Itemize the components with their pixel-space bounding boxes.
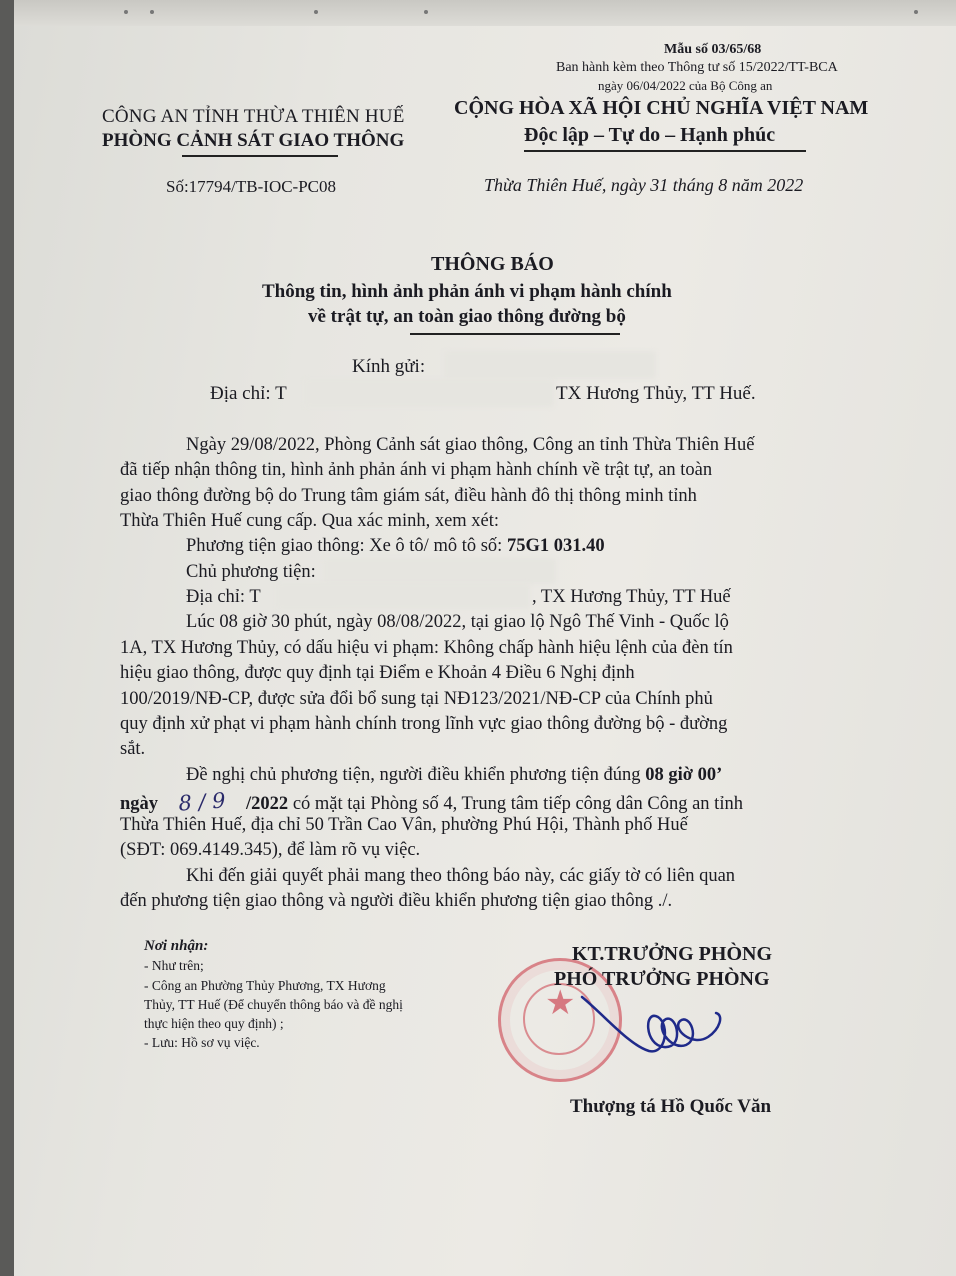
recipients-title: Nơi nhận:: [144, 938, 209, 954]
signer-name: Thượng tá Hồ Quốc Văn: [570, 1096, 772, 1117]
vehicle-label: Phương tiện giao thông: Xe ô tô/ mô tô số:: [186, 536, 507, 556]
recipient-address-label: Địa chỉ: T: [210, 383, 287, 404]
vehicle-plate: 75G1 031.40: [506, 536, 605, 556]
nation-title: CỘNG HÒA XÃ HỘI CHỦ NGHĨA VIỆT NAM: [454, 97, 869, 119]
punch-mark: [124, 10, 128, 14]
notice-subtitle-2: về trật tự, an toàn giao thông đường bộ: [308, 306, 626, 327]
place-date: Thừa Thiên Huế, ngày 31 tháng 8 năm 2022: [484, 175, 804, 195]
p2-line1: Lúc 08 giờ 30 phút, ngày 08/08/2022, tại giao lộ Ngô Thế Vinh - Quốc lộ: [186, 612, 729, 632]
vehicle-line: [186, 536, 605, 557]
p4-line2: đến phương tiện giao thông và người điều khiển phương tiện giao thông ./.: [120, 891, 673, 911]
redacted-owner-address: [276, 583, 530, 609]
p3-line1: [186, 765, 722, 786]
p1-line3: giao thông đường bộ do Trung tâm giám sát, điều hành đô thị thông minh tỉnh: [120, 486, 697, 506]
p3-line2: [120, 790, 743, 815]
signature-line1: KT.TRƯỞNG PHÒNG: [572, 943, 772, 965]
p1-line4: Thừa Thiên Huế cung cấp. Qua xác minh, xem xét:: [120, 511, 500, 531]
appointment-ngay: ngày: [120, 794, 159, 814]
appointment-time: 08 giờ 00’: [645, 765, 723, 785]
punch-mark: [150, 10, 154, 14]
form-code: Mẫu số 03/65/68: [664, 42, 762, 57]
recipients-item-2c: thực hiện theo quy định) ;: [144, 1016, 284, 1031]
notice-subtitle-1: Thông tin, hình ảnh phản ánh vi phạm hành chính: [262, 281, 672, 302]
p2-line5: quy định xử phạt vi phạm hành chính trong lĩnh vực giao thông đường bộ - đường: [120, 714, 728, 734]
recipients-item-2a: - Công an Phường Thủy Phương, TX Hương: [144, 978, 386, 993]
owner-address-tail: , TX Hương Thủy, TT Huế: [532, 587, 731, 607]
punch-mark: [424, 10, 428, 14]
p2-line3: hiệu giao thông, được quy định tại Điểm e Khoản 4 Điều 6 Nghị định: [120, 663, 635, 683]
p2-line4: 100/2019/NĐ-CP, được sửa đổi bổ sung tại NĐ123/2021/NĐ-CP của Chính phủ: [120, 689, 713, 709]
org-name: CÔNG AN TỈNH THỪA THIÊN HUẾ: [102, 106, 405, 127]
form-issued-line1: Ban hành kèm theo Thông tư số 15/2022/TT-BCA: [556, 60, 838, 75]
signature-line2: PHÓ TRƯỞNG PHÒNG: [554, 968, 770, 990]
form-issued-line2: ngày 06/04/2022 của Bộ Công an: [598, 78, 773, 93]
punch-mark: [314, 10, 318, 14]
recipients-item-3: - Lưu: Hồ sơ vụ việc.: [144, 1035, 260, 1050]
redacted-name: [444, 351, 656, 379]
top-edge: [14, 0, 956, 26]
redacted-owner: [324, 558, 556, 584]
p2-line6: sắt.: [120, 739, 146, 759]
title-underline: [410, 333, 620, 335]
dept-name: PHÒNG CẢNH SÁT GIAO THÔNG: [102, 130, 405, 151]
p3-line2-text: có mặt tại Phòng số 4, Trung tâm tiếp công dân Công an tỉnh: [288, 794, 743, 814]
p3-line3: Thừa Thiên Huế, địa chỉ 50 Trần Cao Vân, phường Phú Hội, Thành phố Huế: [120, 815, 688, 835]
p2-line2: 1A, TX Hương Thủy, có dấu hiệu vi phạm: Không chấp hành hiệu lệnh của đèn tín: [120, 638, 733, 658]
p4-line1: Khi đến giải quyết phải mang theo thông báo này, các giấy tờ có liên quan: [186, 866, 736, 886]
kinh-gui-label: Kính gửi:: [352, 356, 426, 377]
p1-line1: Ngày 29/08/2022, Phòng Cảnh sát giao thông, Công an tỉnh Thừa Thiên Huế: [186, 435, 755, 455]
redacted-address: [304, 379, 554, 407]
document-number: Số:17794/TB-IOC-PC08: [166, 177, 337, 196]
nation-motto: Độc lập – Tự do – Hạnh phúc: [524, 124, 776, 146]
appointment-year: /2022: [246, 794, 289, 814]
recipient-address-tail: TX Hương Thủy, TT Huế.: [556, 383, 756, 404]
owner-label: Chủ phương tiện:: [186, 562, 316, 582]
punch-mark: [914, 10, 918, 14]
document-page: [14, 0, 956, 1276]
p3-line1-text: Đề nghị chủ phương tiện, người điều khiển phương tiện đúng: [186, 765, 646, 785]
stamp-star-icon: ★: [545, 985, 576, 1022]
handwritten-signature-icon: [574, 985, 734, 1065]
recipients-item-1: - Như trên;: [144, 958, 204, 973]
p3-line4: (SĐT: 069.4149.345), để làm rõ vụ việc.: [120, 840, 421, 860]
recipients-item-2b: Thủy, TT Huế (Để chuyển thông báo và đề nghị: [144, 997, 403, 1012]
handwritten-date: 8 / 9: [177, 788, 227, 816]
p1-line2: đã tiếp nhận thông tin, hình ảnh phản ánh vi phạm hành chính về trật tự, an toàn: [120, 460, 713, 480]
motto-underline: [524, 150, 806, 152]
owner-address-label: Địa chỉ: T: [186, 587, 261, 607]
dept-underline: [182, 155, 338, 157]
notice-title: THÔNG BÁO: [431, 253, 554, 275]
